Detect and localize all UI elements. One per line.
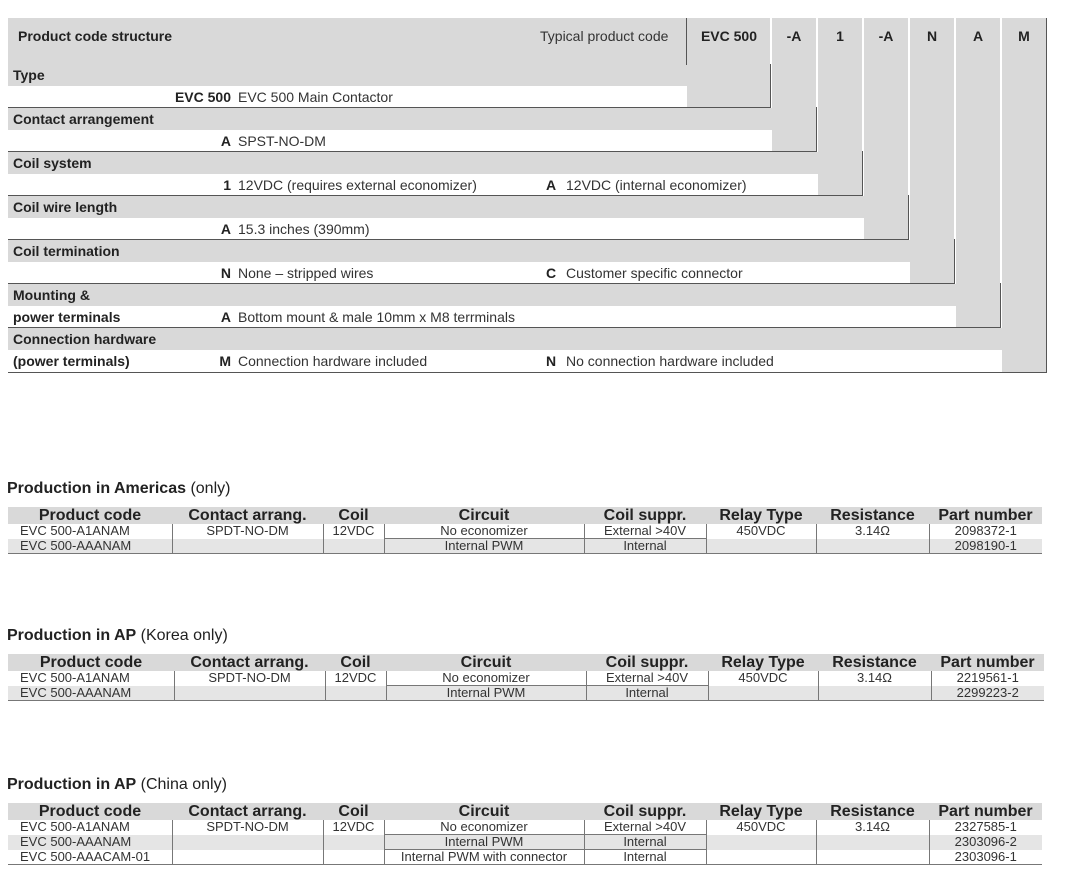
cell-part-number: 2219561-1 <box>956 670 1019 686</box>
cell-contact: SPDT-NO-DM <box>172 820 323 835</box>
code-part-type: EVC 500 <box>687 18 771 107</box>
code-part-wire-length: -A <box>863 18 909 239</box>
header-circuit: Circuit <box>384 803 584 820</box>
production-table-americas <box>8 507 1042 554</box>
header-coil-suppr: Coil suppr. <box>586 654 708 671</box>
cell-relay <box>706 850 816 865</box>
header-resistance: Resistance <box>816 803 929 820</box>
header-coil-suppr: Coil suppr. <box>584 507 706 524</box>
cell-product-code: EVC 500-AAANAM <box>8 686 174 701</box>
cell-coil <box>323 539 384 554</box>
cell-contact <box>172 539 323 554</box>
section-label-coil: Coil system <box>13 155 92 171</box>
cell-relay <box>706 835 816 850</box>
code-part-coil: 1 <box>817 18 863 195</box>
section-label-hardware: Connection hardware <box>13 331 157 347</box>
option-desc: 12VDC (requires external economizer) <box>238 177 477 193</box>
production-table-china <box>8 803 1042 865</box>
option-desc: 12VDC (internal economizer) <box>566 177 747 193</box>
header-product-code: Product code <box>8 654 174 671</box>
option-desc: None – stripped wires <box>238 265 374 281</box>
cell-coil-suppr: External >40V <box>584 820 706 835</box>
table-row <box>8 835 1042 850</box>
cell-coil: 12VDC <box>325 671 386 686</box>
header-coil: Coil <box>323 803 384 820</box>
header-coil-suppr: Coil suppr. <box>584 803 706 820</box>
cell-product-code: EVC 500-AAANAM <box>8 539 172 554</box>
table-row <box>8 820 1042 835</box>
header-product-code: Product code <box>8 507 172 524</box>
header-resistance: Resistance <box>818 654 931 671</box>
table-row <box>8 850 1042 865</box>
cell-coil: 12VDC <box>323 820 384 835</box>
cell-coil <box>323 835 384 850</box>
cell-product-code: EVC 500-A1ANAM <box>20 819 130 835</box>
header-contact-arrang: Contact arrang. <box>172 507 323 524</box>
cell-circuit: No economizer <box>386 671 586 686</box>
header-coil: Coil <box>323 507 384 524</box>
header-contact-arrang: Contact arrang. <box>174 654 325 671</box>
cell-coil-suppr: External >40V <box>586 671 708 686</box>
cell-coil-suppr: Internal <box>584 539 706 554</box>
header-coil: Coil <box>325 654 386 671</box>
cell-relay <box>708 686 818 701</box>
cell-circuit: No economizer <box>384 524 584 539</box>
cell-circuit: Internal PWM <box>384 539 584 554</box>
cell-coil-suppr: External >40V <box>584 524 706 539</box>
header-part-number: Part number <box>929 803 1042 820</box>
table-title-china: Production in AP (China only) <box>7 776 227 793</box>
cell-part-number: 2303096-1 <box>954 848 1017 864</box>
cell-contact <box>172 850 323 865</box>
option-desc: EVC 500 Main Contactor <box>238 89 393 105</box>
section-label-mounting-2: power terminals <box>13 309 121 325</box>
header-part-number: Part number <box>931 654 1044 671</box>
cell-circuit: Internal PWM <box>386 686 586 701</box>
production-table-korea <box>8 654 1044 701</box>
header-part-number: Part number <box>929 507 1042 524</box>
cell-part-number: 2303096-2 <box>929 835 1042 850</box>
cell-resistance <box>816 850 929 865</box>
code-part-hardware: M <box>1001 18 1047 373</box>
option-desc: No connection hardware included <box>566 353 774 369</box>
header-product-code: Product code <box>8 803 172 820</box>
option-desc: Connection hardware included <box>238 353 428 369</box>
table-row <box>8 671 1044 686</box>
table-row <box>8 539 1042 554</box>
cell-relay: 450VDC <box>708 671 818 686</box>
cell-relay: 450VDC <box>706 820 816 835</box>
option-code: A <box>220 221 231 237</box>
cell-coil <box>325 686 386 701</box>
cell-circuit: Internal PWM with connector <box>384 850 584 865</box>
table-row <box>8 524 1042 539</box>
cell-part-number: 2098372-1 <box>954 523 1017 539</box>
cell-contact: SPDT-NO-DM <box>174 671 325 686</box>
cell-part-number: 2327585-1 <box>954 819 1017 835</box>
option-desc: Bottom mount & male 10mm x M8 terrminals <box>238 309 515 325</box>
option-code: A <box>546 177 557 193</box>
section-label-type: Type <box>13 67 45 83</box>
cell-coil <box>323 850 384 865</box>
header-relay-type: Relay Type <box>706 803 816 820</box>
cell-circuit: No economizer <box>384 820 584 835</box>
cell-resistance <box>818 686 931 701</box>
option-desc: Customer specific connector <box>566 265 743 281</box>
cell-product-code: EVC 500-A1ANAM <box>20 670 130 686</box>
section-label-termination: Coil termination <box>13 243 120 259</box>
cell-part-number: 2299223-2 <box>931 686 1044 701</box>
cell-resistance: 3.14Ω <box>816 524 929 539</box>
option-code: EVC 500 <box>174 89 231 105</box>
cell-circuit: Internal PWM <box>384 835 584 850</box>
option-code: M <box>219 353 231 369</box>
cell-contact <box>172 835 323 850</box>
cell-coil: 12VDC <box>323 524 384 539</box>
cell-product-code: EVC 500-A1ANAM <box>20 523 130 539</box>
table-title-americas: Production in Americas (only) <box>7 480 231 497</box>
cell-coil-suppr: Internal <box>584 850 706 865</box>
cell-part-number: 2098190-1 <box>929 539 1042 554</box>
header-resistance: Resistance <box>816 507 929 524</box>
cell-coil-suppr: Internal <box>584 835 706 850</box>
table-title-korea: Production in AP (Korea only) <box>7 627 228 644</box>
header-circuit: Circuit <box>384 507 584 524</box>
cell-contact: SPDT-NO-DM <box>172 524 323 539</box>
structure-title: Product code structure <box>18 28 173 44</box>
cell-coil-suppr: Internal <box>586 686 708 701</box>
header-relay-type: Relay Type <box>708 654 818 671</box>
cell-resistance: 3.14Ω <box>816 820 929 835</box>
product-code-structure <box>0 0 1074 380</box>
cell-relay: 450VDC <box>706 524 816 539</box>
option-desc: 15.3 inches (390mm) <box>238 221 370 237</box>
code-part-contact: -A <box>771 18 817 151</box>
option-code: N <box>546 353 557 369</box>
cell-resistance <box>816 835 929 850</box>
cell-relay <box>706 539 816 554</box>
option-code: N <box>220 265 231 281</box>
option-code: 1 <box>223 177 231 193</box>
section-label-wire-length: Coil wire length <box>13 199 118 215</box>
cell-product-code: EVC 500-AAACAM-01 <box>20 848 151 864</box>
code-part-mounting: A <box>955 18 1001 327</box>
cell-product-code: EVC 500-AAANAM <box>8 835 172 850</box>
table-row <box>8 686 1044 701</box>
section-label-contact: Contact arrangement <box>13 111 154 127</box>
code-part-termination: N <box>909 18 955 283</box>
header-contact-arrang: Contact arrang. <box>172 803 323 820</box>
option-code: A <box>220 309 231 325</box>
header-relay-type: Relay Type <box>706 507 816 524</box>
typical-code-label: Typical product code <box>540 28 669 44</box>
cell-resistance <box>816 539 929 554</box>
cell-resistance: 3.14Ω <box>818 671 931 686</box>
option-desc: SPST-NO-DM <box>238 133 326 149</box>
section-label-mounting: Mounting & <box>13 287 90 303</box>
header-circuit: Circuit <box>386 654 586 671</box>
section-label-hardware-2: (power terminals) <box>13 353 130 369</box>
cell-contact <box>174 686 325 701</box>
option-code: A <box>220 133 231 149</box>
option-code: C <box>546 265 557 281</box>
